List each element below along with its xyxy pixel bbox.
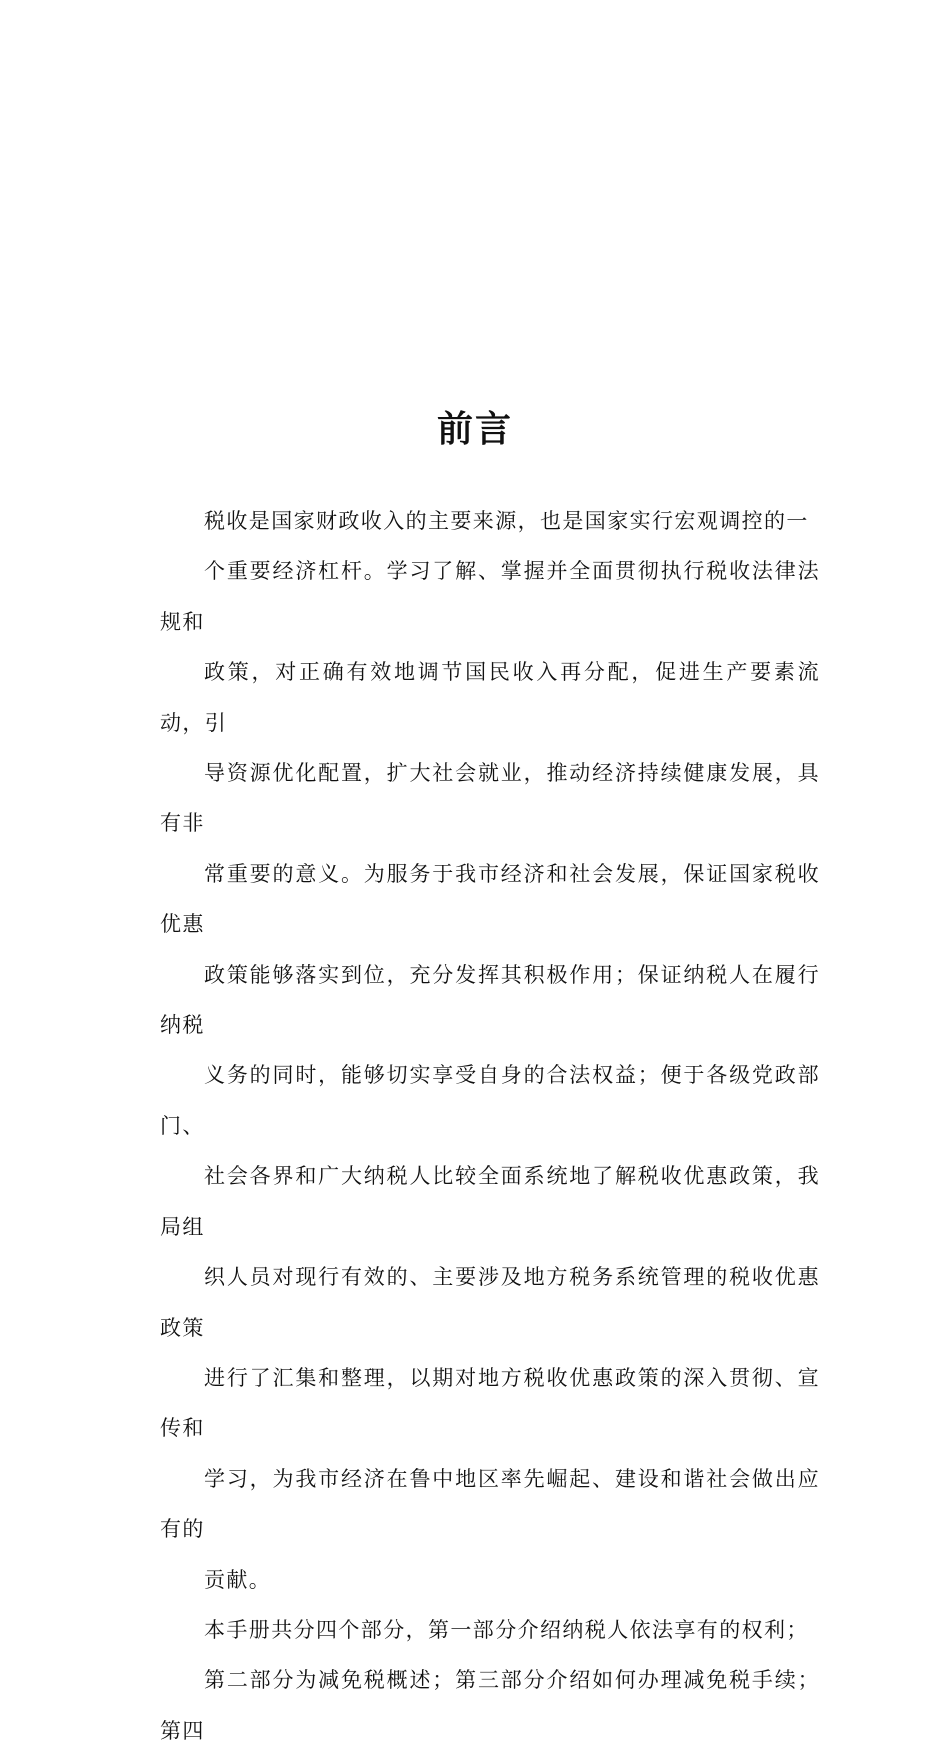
- text-line: 进行了汇集和整理，以期对地方税收优惠政策的深入贯彻、宣传和: [160, 1365, 820, 1441]
- text-line: 社会各界和广大纳税人比较全面系统地了解税收优惠政策，我局组: [160, 1164, 820, 1239]
- text-line: 第二部分为减免税概述；第三部分介绍如何办理减免税手续；第四: [160, 1668, 820, 1743]
- page-title: 前言: [436, 409, 513, 450]
- text-line: 导资源优化配置，扩大社会就业，推动经济持续健康发展，具有非: [160, 761, 820, 836]
- text-line: 学习，为我市经济在鲁中地区率先崛起、建设和谐社会做出应有的: [160, 1466, 820, 1542]
- text-line: 税收是国家财政收入的主要来源，也是国家实行宏观调控的一: [204, 509, 809, 533]
- text-line: 义务的同时，能够切实享受自身的合法权益；便于各级党政部门、: [160, 1063, 820, 1138]
- paragraph-contents: [160, 1605, 820, 1756]
- text-line: 贡献。: [204, 1567, 272, 1592]
- text-line: 常重要的意义。为服务于我市经济和社会发展，保证国家税收优惠: [160, 861, 820, 937]
- document-body: [160, 496, 820, 1756]
- text-line: 个重要经济杠杆。学习了解、掌握并全面贯彻执行税收法律法规和: [160, 559, 820, 634]
- text-line: 政策能够落实到位，充分发挥其积极作用；保证纳税人在履行纳税: [160, 962, 820, 1038]
- text-line: 织人员对现行有效的、主要涉及地方税务系统管理的税收优惠政策: [160, 1265, 820, 1340]
- text-line: 政策，对正确有效地调节国民收入再分配，促进生产要素流动，引: [160, 660, 820, 735]
- paragraph-intro: [160, 496, 820, 1605]
- text-line: 本手册共分四个部分，第一部分介绍纳税人依法享有的权利；: [204, 1617, 809, 1642]
